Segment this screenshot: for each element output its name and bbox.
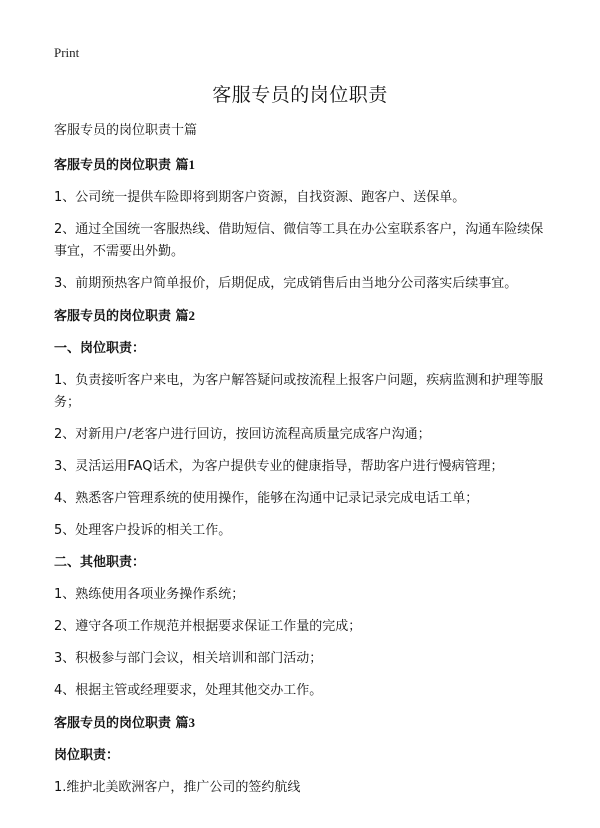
section-heading-text: 客服专员的岗位职责 篇 xyxy=(54,158,189,173)
print-link[interactable]: Print xyxy=(54,45,80,60)
page-title: 客服专员的岗位职责 xyxy=(212,84,388,106)
section-heading xyxy=(54,712,554,735)
section-heading-number: 1 xyxy=(188,157,196,172)
list-item: 1.维护北美欧洲客户，推广公司的签约航线 xyxy=(54,780,301,795)
section-1 xyxy=(54,154,554,295)
section-heading xyxy=(54,305,554,328)
section-heading-text: 客服专员的岗位职责 篇 xyxy=(54,716,189,731)
list-item: 3、积极参与部门会议，相关培训和部门活动； xyxy=(54,651,323,666)
section-heading-number: 3 xyxy=(188,715,196,730)
list-item: 5、处理客户投诉的相关工作。 xyxy=(54,523,232,538)
list-item: 4、根据主管或经理要求，处理其他交办工作。 xyxy=(54,683,323,698)
subsection-heading: 一、岗位职责： xyxy=(54,341,146,356)
section-2 xyxy=(54,305,554,702)
list-item: 4、熟悉客户管理系统的使用操作，能够在沟通中记录记录完成电话工单； xyxy=(54,491,479,506)
list-item: 3、灵活运用FAQ话术，为客户提供专业的健康指导，帮助客户进行慢病管理； xyxy=(54,459,504,474)
list-item: 2、遵守各项工作规范并根据要求保证工作量的完成； xyxy=(54,619,362,634)
section-heading xyxy=(54,154,554,177)
list-item: 1、公司统一提供车险即将到期客户资源，自找资源、跑客户、送保单。 xyxy=(54,190,466,205)
subsection-heading: 二、其他职责： xyxy=(54,555,146,570)
document-subtitle: 客服专员的岗位职责十篇 xyxy=(54,123,198,138)
document-body xyxy=(54,120,554,809)
list-item: 2、通过全国统一客服热线、借助短信、微信等工具在办公室联系客户，沟通车险续保事宜，不需要出外勤。 xyxy=(54,222,544,259)
list-item: 3、前期预热客户简单报价，后期促成，完成销售后由当地分公司落实后续事宜。 xyxy=(54,276,518,291)
list-item: 1、熟练使用各项业务操作系统； xyxy=(54,587,245,602)
section-heading-number: 2 xyxy=(188,308,196,323)
subsection-heading: 岗位职责： xyxy=(54,748,120,763)
section-heading-text: 客服专员的岗位职责 篇 xyxy=(54,309,189,324)
list-item: 1、负责接听客户来电，为客户解答疑问或按流程上报客户问题，疾病监测和护理等服务； xyxy=(54,373,544,410)
section-3 xyxy=(54,712,554,799)
list-item: 2、对新用户/老客户进行回访，按回访流程高质量完成客户沟通； xyxy=(54,427,431,442)
